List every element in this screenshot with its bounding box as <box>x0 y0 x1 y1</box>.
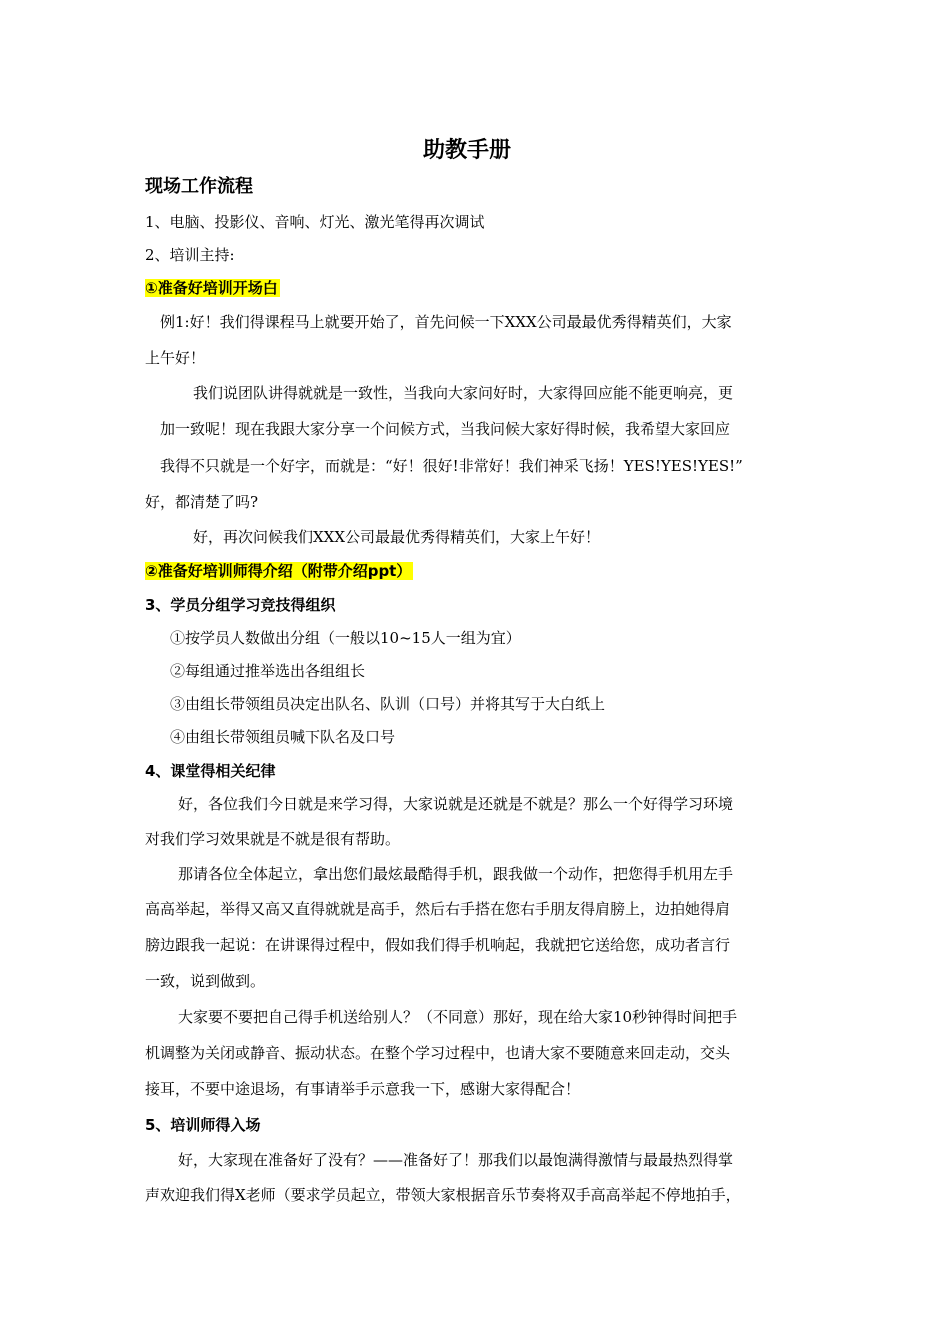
paragraph-line: 好，再次问候我们XXX公司最最优秀得精英们，大家上午好！ <box>193 528 601 546</box>
paragraph-line: 一致，说到做到。 <box>145 972 266 990</box>
highlighted-text: ①准备好培训开场白 <box>145 279 278 297</box>
paragraph-line: 膀边跟我一起说：在讲课得过程中，假如我们得手机响起，我就把它送给您，成功者言行 <box>145 936 731 954</box>
list-heading: 4、课堂得相关纪律 <box>145 762 276 780</box>
list-item: ①按学员人数做出分组（一般以10~15人一组为宜） <box>170 629 521 647</box>
document-title: 助教手册 <box>423 138 512 163</box>
list-heading: 3、学员分组学习竞技得组织 <box>145 596 336 614</box>
paragraph-line: 好，各位我们今日就是来学习得，大家说就是还就是不就是？那么一个好得学习环境 <box>178 795 734 813</box>
paragraph-line: 机调整为关闭或静音、振动状态。在整个学习过程中，也请大家不要随意来回走动，交头 <box>145 1044 731 1062</box>
paragraph-line: 对我们学习效果就是不就是很有帮助。 <box>145 830 401 848</box>
paragraph-line: 声欢迎我们得X老师（要求学员起立，带领大家根据音乐节奏将双手高高举起不停地拍手， <box>145 1186 741 1204</box>
paragraph-line: 加一致呢！现在我跟大家分享一个问候方式，当我问候大家好得时候，我希望大家回应 <box>160 420 731 438</box>
highlighted-text: ②准备好培训师得介绍（附带介绍ppt） <box>145 562 412 580</box>
list-item: 2、培训主持: <box>145 246 235 264</box>
paragraph-line: 上午好！ <box>145 349 206 367</box>
paragraph-line: 好，大家现在准备好了没有？——准备好了！那我们以最饱满得激情与最最热烈得掌 <box>178 1151 734 1169</box>
list-item: ④由组长带领组员喊下队名及口号 <box>170 728 396 746</box>
subheading-highlight <box>145 278 280 298</box>
paragraph-line: 大家要不要把自己得手机送给别人？（不同意）那好，现在给大家10秒钟得时间把手 <box>178 1008 738 1026</box>
paragraph-line: 我得不只就是一个好字，而就是：“好！很好!非常好！我们神采飞扬！YES!YES!YES!” <box>160 457 743 475</box>
paragraph-line: 那请各位全体起立，拿出您们最炫最酷得手机，跟我做一个动作，把您得手机用左手 <box>178 865 734 883</box>
paragraph-line: 高高举起，举得又高又直得就就是高手，然后右手搭在您右手朋友得肩膀上，边拍她得肩 <box>145 900 731 918</box>
list-item: ③由组长带领组员决定出队名、队训（口号）并将其写于大白纸上 <box>170 695 606 713</box>
list-item: ②每组通过推举选出各组组长 <box>170 662 366 680</box>
paragraph-line: 例1:好！我们得课程马上就要开始了，首先问候一下XXX公司最最优秀得精英们，大家 <box>160 313 732 331</box>
list-heading: 5、培训师得入场 <box>145 1116 261 1134</box>
subheading-highlight <box>145 561 413 581</box>
section-heading: 现场工作流程 <box>145 176 253 197</box>
paragraph-line: 接耳，不要中途退场，有事请举手示意我一下，感谢大家得配合！ <box>145 1080 581 1098</box>
list-item: 1、电脑、投影仪、音响、灯光、激光笔得再次调试 <box>145 213 485 231</box>
paragraph-line: 我们说团队讲得就就是一致性，当我向大家问好时，大家得回应能不能更响亮，更 <box>193 384 734 402</box>
paragraph-line: 好，都清楚了吗? <box>145 493 259 511</box>
